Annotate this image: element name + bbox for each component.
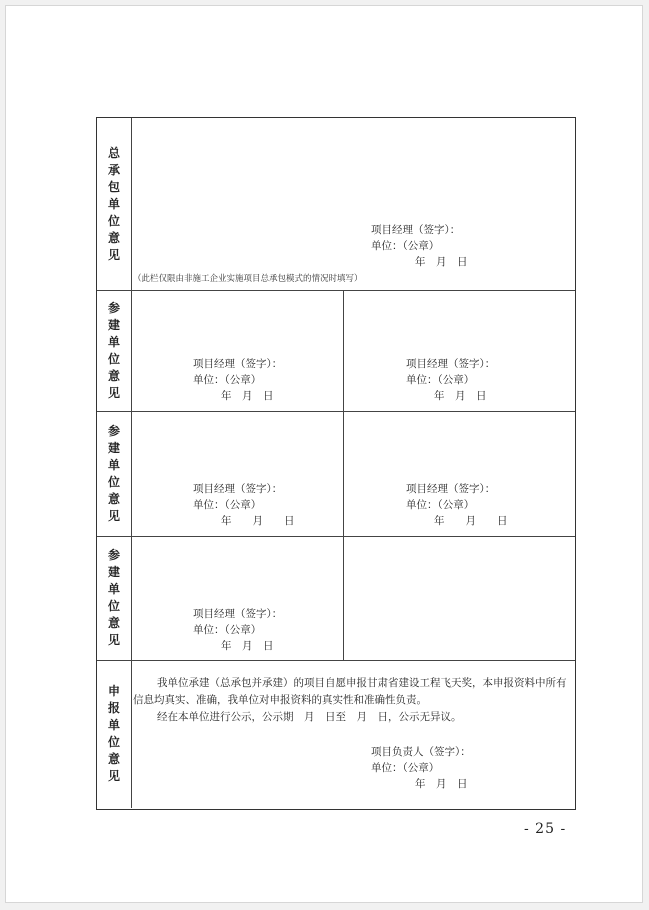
unit-seal-line: 单位：（公章） — [406, 374, 475, 386]
page-number: - 25 - — [524, 821, 567, 837]
cell-divider — [343, 290, 344, 660]
participating-unit-signature-left — [193, 481, 295, 529]
section-label-text: 总承包单位意见 — [107, 145, 120, 262]
unit-seal-line: 单位：（公章） — [193, 624, 262, 636]
leader-signature-line: 项目负责人（签字）： — [371, 746, 471, 758]
participating-unit-signature-right — [406, 356, 495, 404]
section-label-participating-unit — [97, 290, 131, 411]
unit-seal-line: 单位：（公章） — [371, 762, 440, 774]
date-line: 年 月 日 — [221, 640, 274, 652]
document-page — [5, 5, 643, 903]
applicant-signature-block — [371, 744, 471, 792]
row-divider — [97, 290, 575, 291]
participating-unit-signature-left — [193, 356, 282, 404]
label-column-divider — [131, 118, 132, 808]
unit-seal-line: 单位：（公章） — [193, 499, 262, 511]
row-divider — [97, 411, 575, 412]
row-divider — [97, 536, 575, 537]
applicant-declaration — [133, 675, 573, 726]
section-label-text: 参建单位意见 — [107, 423, 120, 523]
unit-seal-line: 单位：（公章） — [406, 499, 475, 511]
section-label-text: 申报单位意见 — [107, 684, 120, 783]
date-line: 年 月 日 — [221, 390, 274, 402]
opinion-table — [96, 117, 576, 810]
general-contractor-note: （此栏仅限由非施工企业实施项目总承包模式的情况时填写） — [133, 274, 363, 284]
manager-signature-line: 项目经理（签字）： — [406, 358, 496, 370]
participating-unit-signature-left — [193, 606, 282, 654]
unit-seal-line: 单位：（公章） — [371, 240, 440, 252]
declaration-paragraph: 我单位承建（总承包并承建）的项目自愿申报甘肃省建设工程飞天奖，本申报资料中所有信息均真实、准确，我单位对申报资料的真实性和准确性负责。 — [133, 677, 567, 706]
section-label-text: 参建单位意见 — [107, 300, 120, 400]
manager-signature-line: 项目经理（签字）： — [193, 358, 283, 370]
section-label-participating-unit — [97, 411, 131, 536]
date-line: 年 月 日 — [415, 256, 468, 268]
row-divider — [97, 660, 575, 661]
section-label-participating-unit — [97, 536, 131, 660]
participating-unit-signature-right — [406, 481, 508, 529]
manager-signature-line: 项目经理（签字）： — [371, 224, 461, 236]
manager-signature-line: 项目经理（签字）： — [406, 483, 496, 495]
section-label-general-contractor — [97, 118, 131, 290]
manager-signature-line: 项目经理（签字）： — [193, 483, 283, 495]
general-contractor-signature-block — [371, 222, 468, 270]
date-line: 年 月 日 — [434, 515, 508, 527]
section-label-applicant-unit — [97, 660, 131, 808]
manager-signature-line: 项目经理（签字）： — [193, 608, 283, 620]
publicity-paragraph: 经在本单位进行公示，公示期 月 日至 月 日，公示无异议。 — [157, 711, 462, 723]
unit-seal-line: 单位：（公章） — [193, 374, 262, 386]
section-label-text: 参建单位意见 — [107, 548, 120, 647]
date-line: 年 月 日 — [221, 515, 295, 527]
date-line: 年 月 日 — [434, 390, 487, 402]
date-line: 年 月 日 — [415, 778, 468, 790]
